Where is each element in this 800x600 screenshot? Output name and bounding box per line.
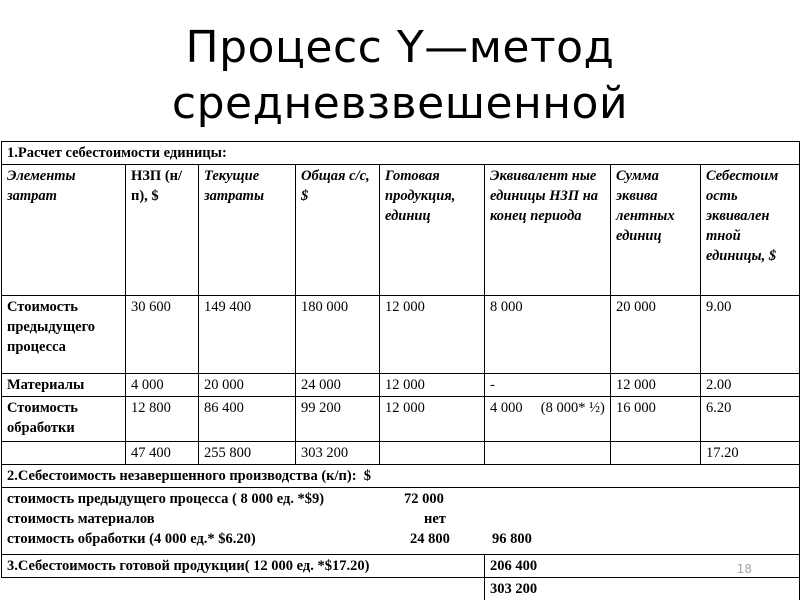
cell-wip: 30 600 [126, 296, 199, 374]
cell-equiv: 8 000 [485, 296, 611, 374]
section-2-body [2, 488, 800, 555]
wip-processing-value: 24 800 [410, 531, 450, 547]
table-row [2, 296, 800, 374]
slide-title [0, 20, 800, 132]
wip-total-value: 96 800 [492, 531, 532, 547]
table-row [2, 397, 800, 442]
total-finished [380, 442, 485, 465]
cell-equiv: - [485, 374, 611, 397]
table-row [2, 374, 800, 397]
section-1-row [2, 142, 800, 165]
total-wip: 47 400 [126, 442, 199, 465]
grand-total-spacer [2, 578, 485, 600]
col-header-elements: Элементы затрат [2, 165, 126, 296]
cell-current: 20 000 [199, 374, 296, 397]
cell-current: 86 400 [199, 397, 296, 442]
cell-wip: 12 800 [126, 397, 199, 442]
cost-calculation-table [1, 141, 800, 600]
slide-title-line-1: Процесс Y—метод [185, 22, 615, 73]
wip-processing-label: стоимость обработки (4 000 ед.* $6.20) [7, 531, 256, 547]
grand-total-row [2, 578, 800, 600]
cell-total: 24 000 [296, 374, 380, 397]
cell-sum-equiv: 12 000 [611, 374, 701, 397]
section-3-row [2, 555, 800, 578]
total-current: 255 800 [199, 442, 296, 465]
col-header-current: Текущие затраты [199, 165, 296, 296]
section-2-body-row [2, 488, 800, 555]
section-3-heading: 3.Себестоимость готовой продукции( 12 000 ед. *$17.20) [2, 555, 485, 578]
finished-goods-value: 206 400 [485, 555, 800, 578]
section-2-heading-row [2, 465, 800, 488]
cell-current: 149 400 [199, 296, 296, 374]
row-element: Стоимость предыдущего процесса [2, 296, 126, 374]
col-header-equiv: Эквивалент ные единицы НЗП на конец периода [485, 165, 611, 296]
page-number: 18 [736, 562, 752, 576]
section-2-heading: 2.Себестоимость незавершенного производства (к/п): $ [2, 465, 800, 488]
totals-row [2, 442, 800, 465]
total-unit-cost: 17.20 [701, 442, 800, 465]
col-header-unit-cost: Себестоим ость эквивален тной единицы, $ [701, 165, 800, 296]
cell-finished: 12 000 [380, 397, 485, 442]
cell-unit-cost: 2.00 [701, 374, 800, 397]
cell-total: 180 000 [296, 296, 380, 374]
col-header-sum-equiv: Сумма эквива лентных единиц [611, 165, 701, 296]
header-row [2, 165, 800, 296]
cell-total: 99 200 [296, 397, 380, 442]
wip-prev-process-label: стоимость предыдущего процесса ( 8 000 ед. *$9) [7, 491, 325, 507]
cell-unit-cost: 6.20 [701, 397, 800, 442]
section-1-heading: 1.Расчет себестоимости единицы: [2, 142, 800, 165]
col-header-total: Общая с/с, $ [296, 165, 380, 296]
col-header-finished: Готовая продукция, единиц [380, 165, 485, 296]
total-sum-equiv [611, 442, 701, 465]
cell-sum-equiv: 20 000 [611, 296, 701, 374]
total-total: 303 200 [296, 442, 380, 465]
cell-finished: 12 000 [380, 374, 485, 397]
slide-title-line-2: средневзвешенной [171, 78, 629, 129]
totals-label-cell [2, 442, 126, 465]
total-equiv [485, 442, 611, 465]
row-element: Стоимость обработки [2, 397, 126, 442]
row-element: Материалы [2, 374, 126, 397]
wip-materials-value: нет [424, 511, 446, 527]
cell-unit-cost: 9.00 [701, 296, 800, 374]
cell-equiv: 4 000 (8 000* ½) [485, 397, 611, 442]
cell-finished: 12 000 [380, 296, 485, 374]
wip-materials-label: стоимость материалов [7, 511, 155, 527]
grand-total-value: 303 200 [485, 578, 800, 600]
cell-wip: 4 000 [126, 374, 199, 397]
wip-prev-process-value: 72 000 [404, 491, 444, 507]
cell-sum-equiv: 16 000 [611, 397, 701, 442]
col-header-wip: НЗП (н/п), $ [126, 165, 199, 296]
